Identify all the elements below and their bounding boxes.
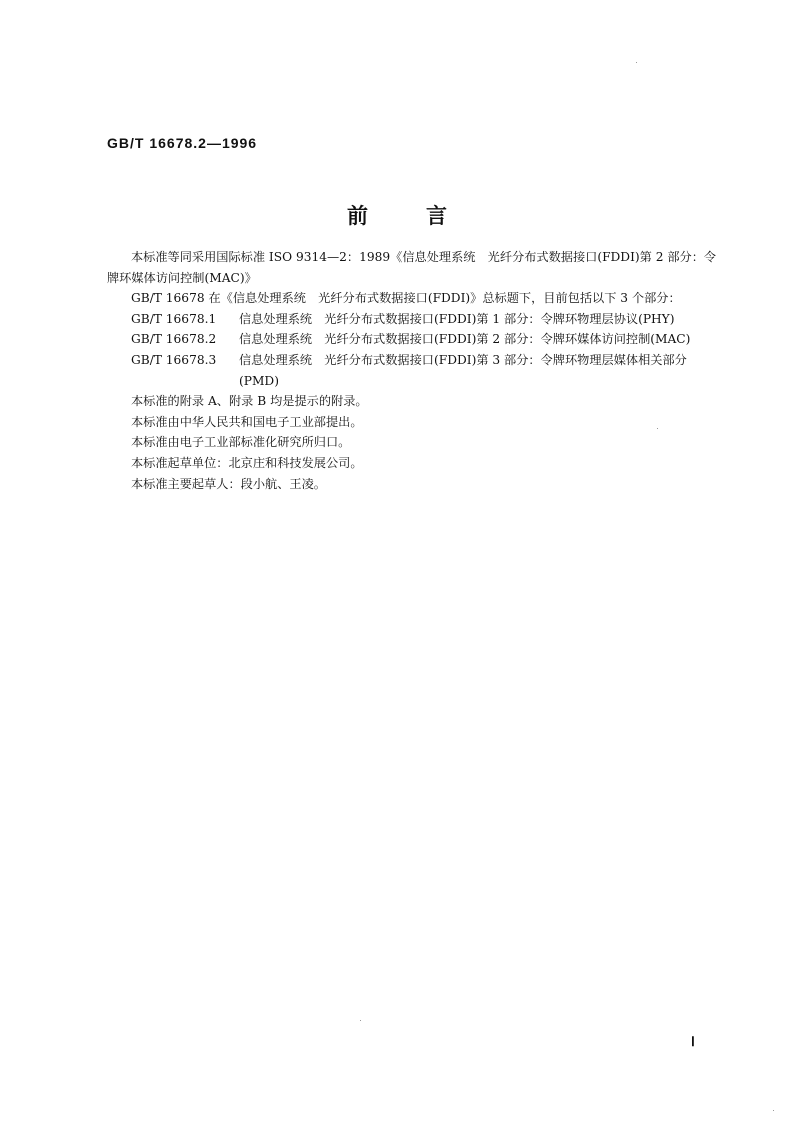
paragraph-drafting-unit: 本标准起草单位：北京庄和科技发展公司。 [131, 455, 363, 470]
part-title: 信息处理系统 光纤分布式数据接口(FDDI)第 3 部分：令牌环物理层媒体相关部分(PMD) [239, 352, 687, 388]
part-code: GB/T 16678.2 [131, 332, 217, 347]
part-list-item [131, 309, 717, 330]
page-title: 前言 [347, 204, 505, 228]
paragraph-series-intro: GB/T 16678 在《信息处理系统 光纤分布式数据接口(FDDI)》总标题下，目前包括以下 3 个部分： [131, 291, 681, 306]
page-number: Ⅰ [691, 1034, 695, 1049]
part-code: GB/T 16678.1 [131, 311, 217, 326]
part-list-item [131, 350, 717, 391]
scan-speck [360, 1020, 361, 1021]
scan-speck [636, 62, 637, 63]
scan-speck [657, 428, 658, 429]
standard-code-header: GB/T 16678.2—1996 [107, 135, 258, 151]
part-list-item [131, 329, 717, 350]
paragraph-adoption: 本标准等同采用国际标准 ISO 9314—2：1989《信息处理系统 光纤分布式数据接口(FDDI)第 2 部分：令牌环媒体访问控制(MAC)》 [107, 250, 717, 285]
scan-speck [773, 1110, 774, 1111]
paragraph-proposer: 本标准由中华人民共和国电子工业部提出。 [131, 414, 363, 429]
document-body [107, 247, 717, 494]
paragraph-administrator: 本标准由电子工业部标准化研究所归口。 [131, 435, 351, 450]
part-code: GB/T 16678.3 [131, 352, 217, 367]
part-title: 信息处理系统 光纤分布式数据接口(FDDI)第 2 部分：令牌环媒体访问控制(MAC) [239, 332, 691, 347]
paragraph-drafters: 本标准主要起草人：段小航、王凌。 [131, 476, 326, 491]
paragraph-appendix: 本标准的附录 A、附录 B 均是提示的附录。 [131, 394, 368, 409]
part-title: 信息处理系统 光纤分布式数据接口(FDDI)第 1 部分：令牌环物理层协议(PHY) [239, 311, 675, 326]
